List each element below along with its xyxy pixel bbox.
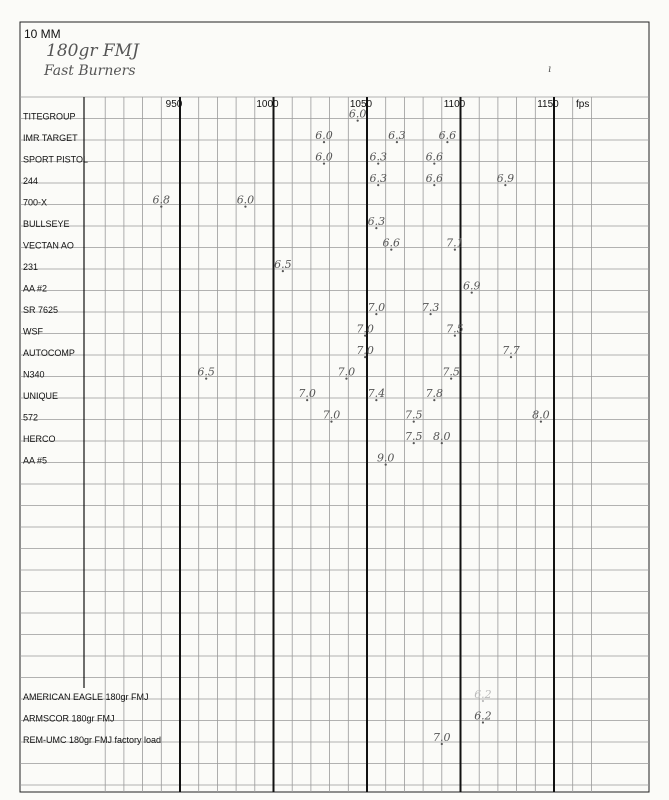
factory-load-label: ARMSCOR 180gr FMJ bbox=[23, 713, 115, 724]
data-point-label: 7.8 bbox=[425, 387, 444, 401]
x-tick-label: 1150 bbox=[537, 99, 559, 110]
powder-label: UNIQUE bbox=[23, 391, 59, 402]
powder-label: 231 bbox=[23, 262, 39, 273]
data-point-label: 6.0 bbox=[236, 193, 255, 207]
data-point-label: 7.1 bbox=[446, 236, 464, 250]
data-point-label: 6.0 bbox=[348, 107, 367, 121]
x-tick-label: 950 bbox=[165, 99, 183, 110]
data-point-label: 7.0 bbox=[433, 731, 451, 744]
powder-label: AA #2 bbox=[23, 283, 48, 294]
data-point-label: 7.0 bbox=[356, 344, 374, 358]
row-labels bbox=[23, 112, 161, 745]
data-point-label: 6.6 bbox=[382, 236, 401, 250]
factory-load-label: AMERICAN EAGLE 180gr FMJ bbox=[23, 692, 149, 702]
data-point-label: 6.9 bbox=[462, 279, 481, 293]
data-point-label: 7.0 bbox=[367, 301, 386, 315]
handwritten-note-bullet: 180gr FMJ bbox=[46, 41, 139, 61]
data-point-label: 7.0 bbox=[337, 365, 356, 379]
powder-label: TITEGROUP bbox=[23, 111, 76, 122]
powder-label: SR 7625 bbox=[23, 305, 59, 316]
data-point-label: 6.6 bbox=[425, 150, 444, 164]
powder-label: AA #5 bbox=[23, 455, 48, 466]
data-point-label: 6.9 bbox=[496, 172, 515, 186]
powder-label: 700-X bbox=[23, 197, 48, 208]
x-tick-label: 1050 bbox=[349, 99, 373, 110]
x-axis-label: fps bbox=[576, 99, 590, 110]
data-point-label: 7.0 bbox=[298, 387, 316, 401]
data-point-label: 6.3 bbox=[369, 172, 387, 186]
powder-label: SPORT PISTOL bbox=[23, 154, 89, 165]
data-point-label: 6.6 bbox=[425, 172, 444, 186]
data-point-label: 7.5 bbox=[442, 365, 460, 379]
data-point-label: 7.7 bbox=[502, 344, 520, 358]
powder-label: IMR TARGET bbox=[23, 133, 78, 144]
data-point-label: 6.6 bbox=[438, 129, 457, 143]
handwritten-note-powder-class: Fast Burners bbox=[44, 63, 136, 79]
data-point-label: 6.3 bbox=[388, 129, 406, 143]
powder-label: N340 bbox=[23, 369, 45, 380]
data-point-label: 9.0 bbox=[376, 451, 395, 465]
grid bbox=[20, 97, 649, 792]
data-point-label: 7.5 bbox=[446, 322, 464, 336]
powder-label: BULLSEYE bbox=[23, 219, 70, 230]
data-point-label: 6.2 bbox=[474, 709, 492, 723]
data-point-label: 6.3 bbox=[367, 215, 386, 229]
data-point-label: 6.0 bbox=[315, 129, 333, 143]
data-point-label: 8.0 bbox=[433, 430, 451, 444]
data-point-label: 6.2 bbox=[474, 688, 492, 701]
data-point-label: 7.4 bbox=[367, 387, 386, 401]
powder-label: HERCO bbox=[23, 434, 56, 445]
data-point-label: 7.5 bbox=[405, 408, 423, 422]
data-point-label: 6.5 bbox=[274, 258, 292, 272]
x-tick-label: 1100 bbox=[443, 99, 466, 110]
stray-pen-mark: ı bbox=[548, 64, 552, 75]
powder-label: AUTOCOMP bbox=[23, 348, 75, 359]
data-point-label: 6.3 bbox=[369, 150, 387, 164]
data-point-label: 7.3 bbox=[421, 301, 440, 315]
powder-label: WSF bbox=[23, 326, 43, 337]
data-point-label: 7.0 bbox=[356, 322, 374, 336]
chart-title: 10 MM bbox=[24, 27, 61, 41]
data-point-label: 6.0 bbox=[315, 150, 333, 164]
data-point-label: 7.5 bbox=[405, 430, 423, 444]
data-point-label: 8.0 bbox=[532, 408, 550, 422]
powder-label: 244 bbox=[23, 176, 39, 187]
powder-label: VECTAN AO bbox=[23, 240, 74, 251]
x-tick-label: 1000 bbox=[256, 99, 279, 110]
data-points bbox=[153, 108, 550, 746]
data-point-label: 6.5 bbox=[197, 365, 215, 379]
factory-load-label: REM-UMC 180gr FMJ factory load bbox=[23, 735, 162, 745]
data-point-label: 6.8 bbox=[152, 193, 171, 207]
data-point-label: 7.0 bbox=[322, 408, 341, 422]
powder-label: 572 bbox=[23, 412, 39, 423]
